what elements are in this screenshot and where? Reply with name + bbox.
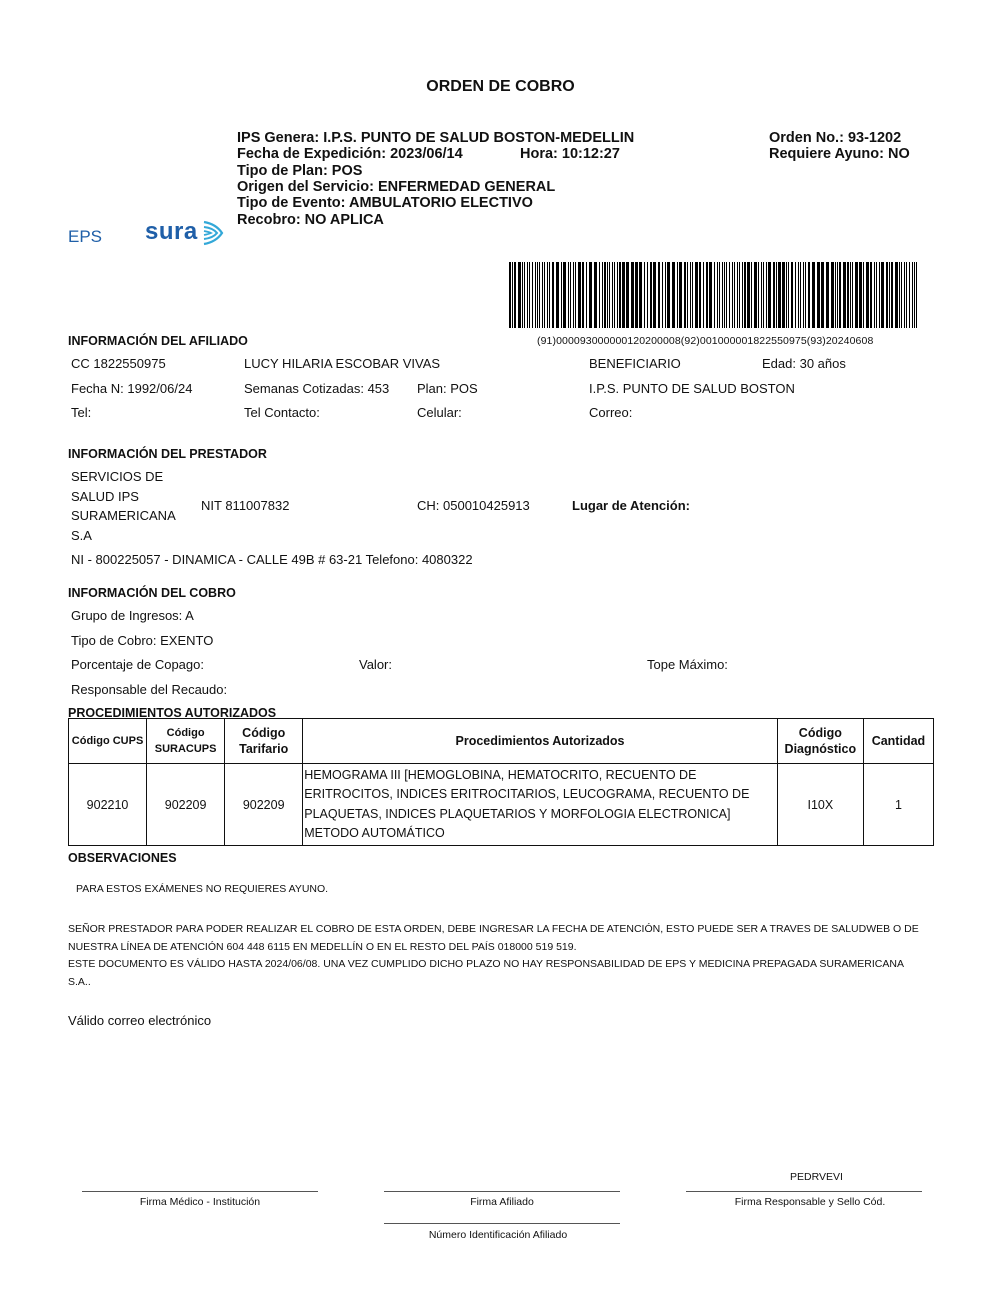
col-codigo-suracups: Código SURACUPS bbox=[147, 719, 225, 764]
prestador-lugar-atencion: Lugar de Atención: bbox=[572, 498, 690, 513]
header-fecha-expedicion: Fecha de Expedición: 2023/06/14 bbox=[237, 146, 463, 162]
cell-cantidad: 1 bbox=[863, 764, 933, 846]
firma-responsable-label: Firma Responsable y Sello Cód. bbox=[734, 1196, 886, 1208]
sura-logo-text: sura bbox=[145, 218, 198, 245]
afiliado-heading: INFORMACIÓN DEL AFILIADO bbox=[68, 334, 248, 348]
cobro-tope: Tope Máximo: bbox=[647, 657, 728, 672]
header-origen-servicio: Origen del Servicio: ENFERMEDAD GENERAL bbox=[237, 179, 556, 195]
barcode-image bbox=[509, 262, 921, 328]
cell-diagnostico: I10X bbox=[777, 764, 863, 846]
col-codigo-diagnostico: Código Diagnóstico bbox=[777, 719, 863, 764]
table-row bbox=[69, 764, 934, 846]
cobro-valor: Valor: bbox=[359, 657, 392, 672]
firma-medico-line bbox=[82, 1191, 318, 1192]
header-tipo-evento: Tipo de Evento: AMBULATORIO ELECTIVO bbox=[237, 195, 533, 211]
cell-suracups: 902209 bbox=[147, 764, 225, 846]
cobro-responsable: Responsable del Recaudo: bbox=[71, 682, 228, 697]
afiliado-edad: Edad: 30 años bbox=[762, 356, 846, 371]
prestador-nombre-line: S.A bbox=[71, 528, 92, 543]
cobro-grupo: Grupo de Ingresos: A bbox=[71, 608, 194, 623]
col-codigo-tarifario: Código Tarifario bbox=[225, 719, 303, 764]
prestador-nombre-line: SURAMERICANA bbox=[71, 508, 176, 523]
header-recobro: Recobro: NO APLICA bbox=[237, 212, 384, 228]
header-hora: Hora: 10:12:27 bbox=[520, 146, 620, 162]
header-requiere-ayuno: Requiere Ayuno: NO bbox=[769, 146, 910, 162]
observaciones-nota-2: ESTE DOCUMENTO ES VÁLIDO HASTA 2024/06/08. UNA VEZ CUMPLIDO DICHO PLAZO NO HAY RESPONSABILIDAD DE EPS Y MEDICINA PREPAGADA SURAMERICANA S.A.. bbox=[68, 958, 904, 988]
cobro-tipo: Tipo de Cobro: EXENTO bbox=[71, 633, 214, 648]
prestador-nombre-line: SERVICIOS DE bbox=[71, 469, 164, 484]
sura-wing-icon bbox=[202, 218, 226, 248]
prestador-nit: NIT 811007832 bbox=[201, 498, 290, 513]
cell-descripcion: HEMOGRAMA III [HEMOGLOBINA, HEMATOCRITO, RECUENTO DE ERITROCITOS, INDICES ERITROCITARIOS, LEUCOGRAMA, RECUENTO DE PLAQUETAS, INDICES PLAQUETARIOS Y MORFOLOGIA ELECTRONICA] METODO AUTOMÁTICO bbox=[303, 764, 778, 846]
afiliado-semanas: Semanas Cotizadas: 453 bbox=[244, 381, 390, 396]
prestador-ch: CH: 050010425913 bbox=[417, 498, 530, 513]
col-codigo-cups: Código CUPS bbox=[69, 719, 147, 764]
numero-id-line bbox=[384, 1223, 620, 1224]
afiliado-correo: Correo: bbox=[589, 405, 633, 420]
afiliado-nombre: LUCY HILARIA ESCOBAR VIVAS bbox=[244, 356, 441, 371]
observaciones-ayuno: PARA ESTOS EXÁMENES NO REQUIERES AYUNO. bbox=[76, 883, 329, 895]
firma-medico-label: Firma Médico - Institución bbox=[139, 1196, 261, 1208]
afiliado-tel: Tel: bbox=[71, 405, 92, 420]
afiliado-documento: CC 1822550975 bbox=[71, 356, 166, 371]
cell-cups: 902210 bbox=[69, 764, 147, 846]
afiliado-fecha-nacimiento: Fecha N: 1992/06/24 bbox=[71, 381, 193, 396]
firma-responsable-line bbox=[686, 1191, 922, 1192]
header-tipo-plan: Tipo de Plan: POS bbox=[237, 163, 363, 179]
observaciones-nota-1: SEÑOR PRESTADOR PARA PODER REALIZAR EL COBRO DE ESTA ORDEN, DEBE INGRESAR LA FECHA DE ATENCIÓN, ESTO PUEDE SER A TRAVES DE SALUDWEB O DE NUESTRA LÍNEA DE ATENCIÓN 604 448 6115 EN MEDELLÍN O EN EL RESTO DEL PAÍS 018000 519 519. bbox=[68, 923, 919, 953]
afiliado-tel-contacto: Tel Contacto: bbox=[244, 405, 320, 420]
prestador-nombre-line: SALUD IPS bbox=[71, 489, 139, 504]
afiliado-ips: I.P.S. PUNTO DE SALUD BOSTON bbox=[589, 381, 795, 396]
procedimientos-table bbox=[68, 718, 934, 846]
barcode-text: (91)000093000000120200008(92)001000001822550975(93)20240608 bbox=[537, 335, 874, 347]
document-title: ORDEN DE COBRO bbox=[426, 78, 575, 95]
afiliado-plan: Plan: POS bbox=[417, 381, 478, 396]
cell-tarifario: 902209 bbox=[225, 764, 303, 846]
eps-logo-text: EPS bbox=[68, 227, 103, 246]
numero-id-label: Número Identificación Afiliado bbox=[428, 1229, 568, 1241]
prestador-heading: INFORMACIÓN DEL PRESTADOR bbox=[68, 447, 267, 461]
prestador-direccion: NI - 800225057 - DINAMICA - CALLE 49B # 63-21 Telefono: 4080322 bbox=[71, 552, 473, 567]
table-header-row bbox=[69, 719, 934, 764]
observaciones-heading: OBSERVACIONES bbox=[68, 851, 177, 865]
observaciones-valido: Válido correo electrónico bbox=[68, 1013, 212, 1028]
afiliado-tipo: BENEFICIARIO bbox=[589, 356, 681, 371]
procedimientos-heading: PROCEDIMIENTOS AUTORIZADOS bbox=[68, 706, 277, 720]
afiliado-celular: Celular: bbox=[417, 405, 462, 420]
cobro-heading: INFORMACIÓN DEL COBRO bbox=[68, 586, 236, 600]
col-cantidad: Cantidad bbox=[863, 719, 933, 764]
firma-responsable-codigo: PEDRVEVI bbox=[790, 1171, 843, 1183]
col-procedimientos: Procedimientos Autorizados bbox=[303, 719, 778, 764]
cobro-copago: Porcentaje de Copago: bbox=[71, 657, 204, 672]
header-ips-genera: IPS Genera: I.P.S. PUNTO DE SALUD BOSTON-MEDELLIN bbox=[237, 130, 635, 146]
firma-afiliado-line bbox=[384, 1191, 620, 1192]
firma-afiliado-label: Firma Afiliado bbox=[470, 1196, 534, 1208]
header-orden-no: Orden No.: 93-1202 bbox=[769, 130, 902, 146]
